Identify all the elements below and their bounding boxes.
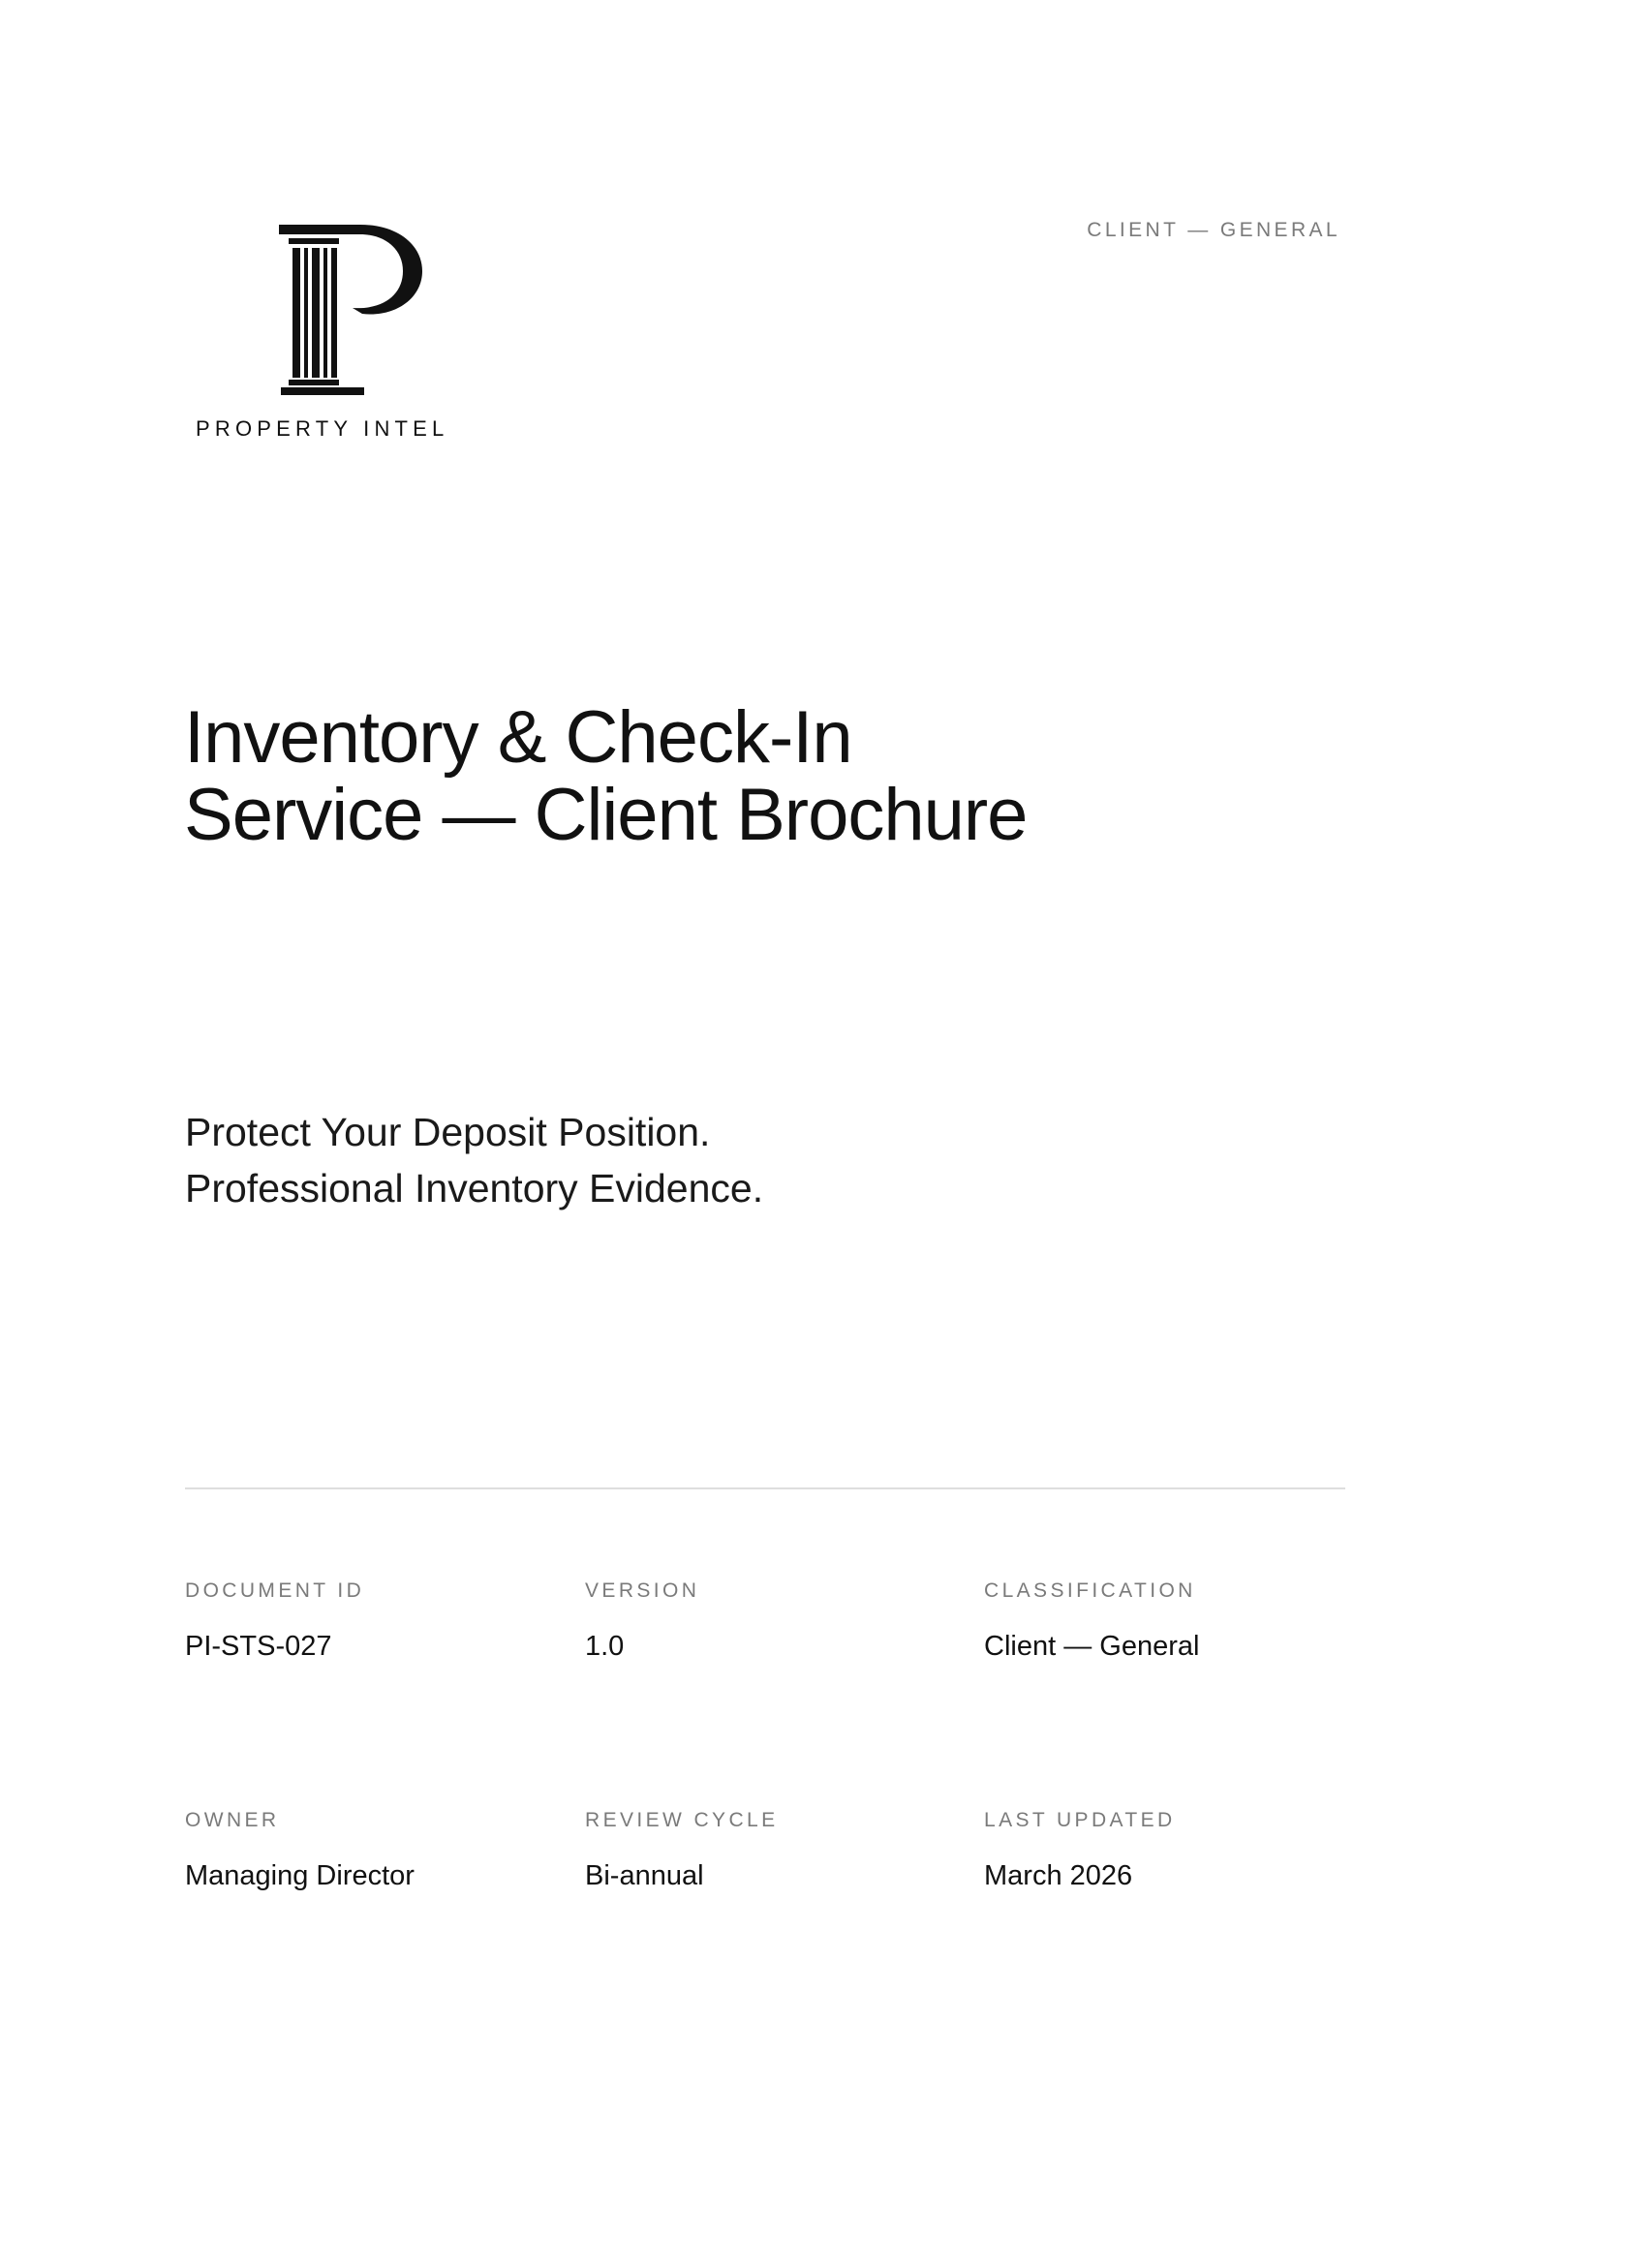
meta-value: Client — General [984,1631,1200,1662]
document-title: Inventory & Check-In Service — Client Brochure [184,696,1028,856]
meta-value: Bi-annual [585,1860,704,1891]
meta-last-updated [984,1808,1352,1893]
meta-document-id [185,1578,553,1664]
meta-value: Managing Director [185,1860,415,1891]
meta-value: PI-STS-027 [185,1631,332,1662]
meta-label: VERSION [585,1579,700,1602]
meta-classification [984,1578,1352,1664]
meta-owner [185,1808,553,1893]
meta-label: OWNER [185,1809,280,1831]
tagline-line-1: Protect Your Deposit Position. [185,1110,711,1154]
meta-label: REVIEW CYCLE [585,1809,779,1831]
meta-label: DOCUMENT ID [185,1579,365,1602]
pillar-p-logo-icon [279,225,424,395]
meta-label: LAST UPDATED [984,1809,1176,1831]
meta-version [585,1578,953,1664]
section-divider [185,1487,1345,1489]
meta-review-cycle [585,1808,953,1893]
tagline-line-2: Professional Inventory Evidence. [185,1166,764,1211]
brand-logo [186,219,477,451]
classification-tag: CLIENT — GENERAL [1087,219,1340,241]
meta-value: 1.0 [585,1631,625,1662]
meta-value: March 2026 [984,1860,1133,1891]
tagline [185,1104,1057,1216]
meta-label: CLASSIFICATION [984,1579,1196,1602]
logo-wordmark: PROPERTY INTEL [196,416,449,441]
